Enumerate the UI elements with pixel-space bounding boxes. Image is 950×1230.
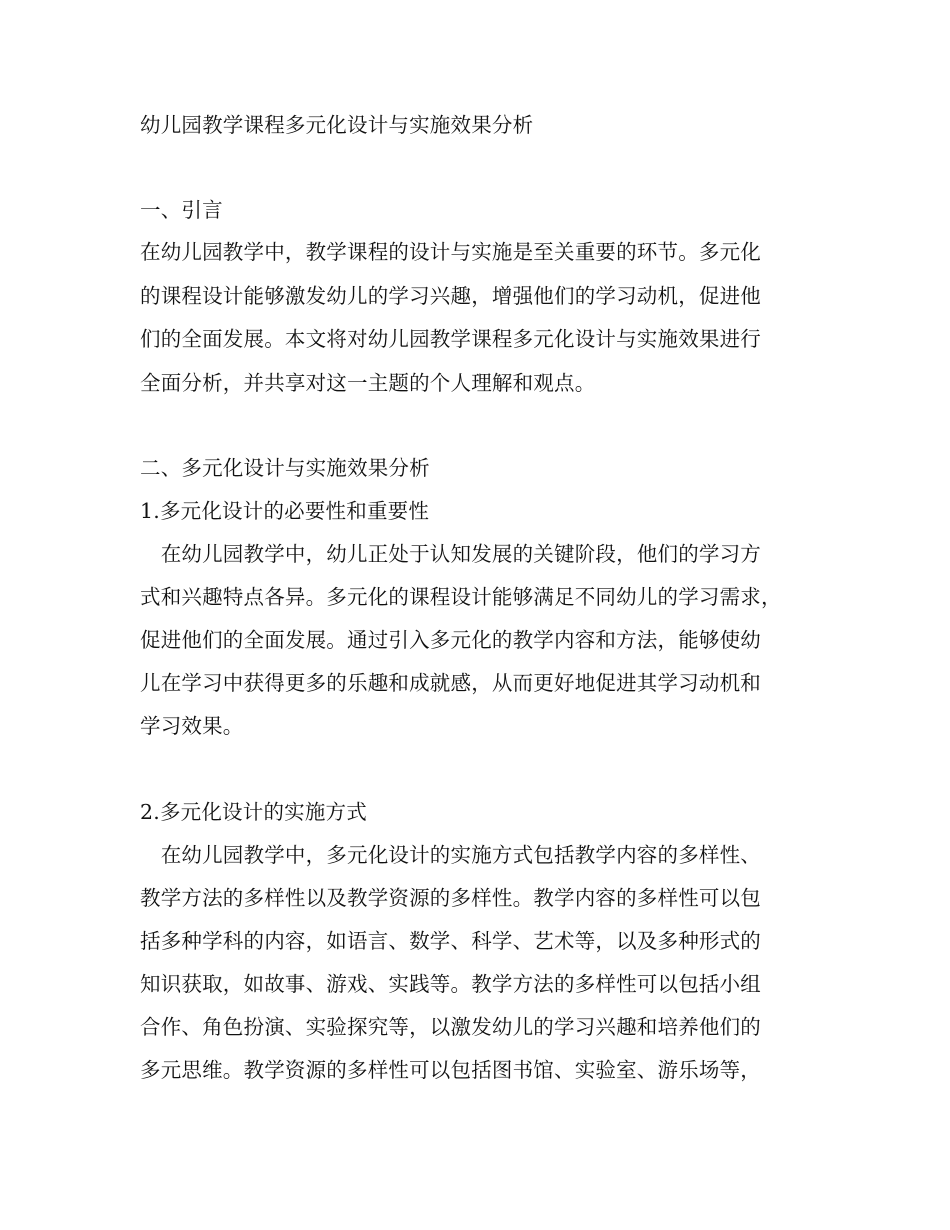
subsection-heading-necessity: 1.多元化设计的必要性和重要性 [140,499,430,523]
paragraph-line: 合作、角色扮演、实验探究等，以激发幼儿的学习兴趣和培养他们的 [140,1015,761,1039]
paragraph-line: 教学方法的多样性以及教学资源的多样性。教学内容的多样性可以包 [140,886,761,910]
paragraph-line: 们的全面发展。本文将对幼儿园教学课程多元化设计与实施效果进行 [140,327,761,351]
paragraph-line: 在幼儿园教学中，幼儿正处于认知发展的关键阶段，他们的学习方 [140,542,761,566]
paragraph-line: 在幼儿园教学中，多元化设计的实施方式包括教学内容的多样性、 [140,843,761,867]
document-title: 幼儿园教学课程多元化设计与实施效果分析 [140,113,534,137]
paragraph-line: 括多种学科的内容，如语言、数学、科学、艺术等，以及多种形式的 [140,929,761,953]
paragraph-line: 式和兴趣特点各异。多元化的课程设计能够满足不同幼儿的学习需求， [140,585,782,609]
paragraph-line: 全面分析，并共享对这一主题的个人理解和观点。 [140,371,596,395]
paragraph-line: 学习效果。 [140,714,244,738]
section-heading-analysis: 二、多元化设计与实施效果分析 [140,456,430,480]
paragraph-line: 多元思维。教学资源的多样性可以包括图书馆、实验室、游乐场等， [140,1058,761,1082]
paragraph-line: 儿在学习中获得更多的乐趣和成就感，从而更好地促进其学习动机和 [140,671,761,695]
paragraph-line: 的课程设计能够激发幼儿的学习兴趣，增强他们的学习动机，促进他 [140,284,761,308]
paragraph-line: 促进他们的全面发展。通过引入多元化的教学内容和方法，能够使幼 [140,628,761,652]
paragraph-line: 知识获取，如故事、游戏、实践等。教学方法的多样性可以包括小组 [140,972,761,996]
subsection-heading-implementation: 2.多元化设计的实施方式 [140,800,367,824]
section-heading-intro: 一、引言 [140,198,223,222]
paragraph-line: 在幼儿园教学中，教学课程的设计与实施是至关重要的环节。多元化 [140,240,761,264]
